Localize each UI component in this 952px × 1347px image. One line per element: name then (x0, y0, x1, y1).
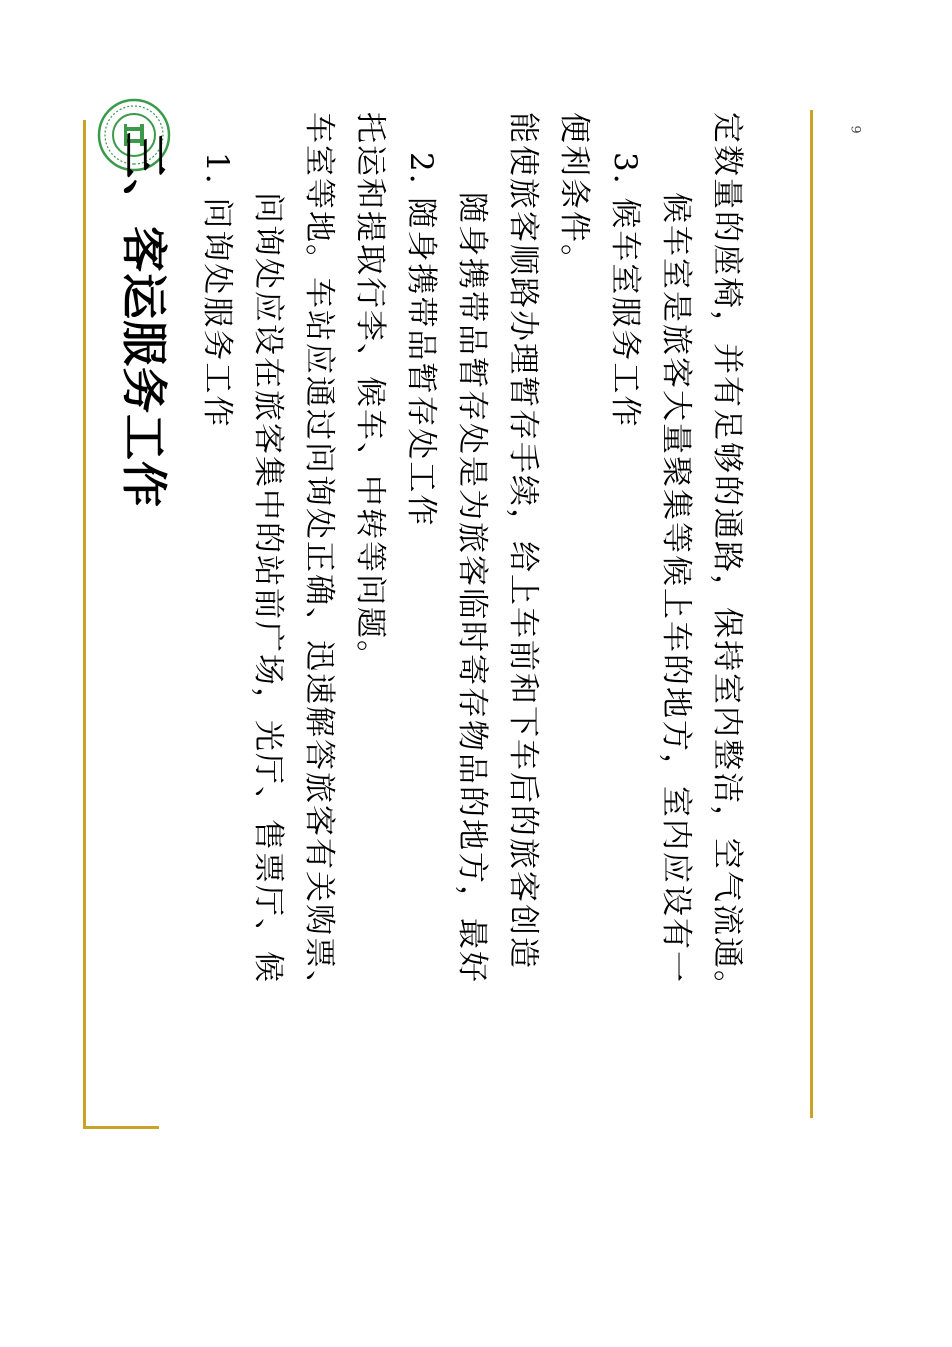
section-2-line-2: 能使旅客顺路办理暂存手续，给上车前和下车后的旅客创造 (505, 112, 541, 970)
section-2-heading: 2. 随身携带品暂存处工作 (403, 152, 439, 528)
section-1-heading: 1. 问询处服务工作 (199, 152, 235, 429)
section-1-line-3: 托运和提取行李、候车、中转等问题。 (352, 112, 388, 673)
section-3-line-2: 定数量的座椅，并有足够的通路，保持室内整洁，空气流通。 (709, 112, 745, 1003)
frame-left-horizontal-line (83, 1126, 159, 1129)
section-1-line-2: 车室等地。车站应通过问询处正确、迅速解答旅客有关购票、 (301, 112, 337, 1003)
frame-left-vertical-line (83, 120, 86, 1128)
section-1-line-1: 问询处应设在旅客集中的站前广场，光厅、售票厅、候 (250, 192, 286, 984)
section-2-line-1: 随身携带品暂存处是为旅客临时寄存物品的地方，最好 (454, 192, 490, 984)
section-3-heading: 3. 候车室服务工作 (607, 152, 643, 429)
page-number: 9 (847, 125, 863, 134)
slide-content (117, 112, 820, 1112)
section-3-line-1: 候车室是旅客大量聚集等候上车的地方，室内应设有一 (658, 192, 694, 984)
slide-title: 三、客运服务工作 (117, 132, 171, 508)
section-2-line-3: 便利条件。 (556, 112, 592, 277)
